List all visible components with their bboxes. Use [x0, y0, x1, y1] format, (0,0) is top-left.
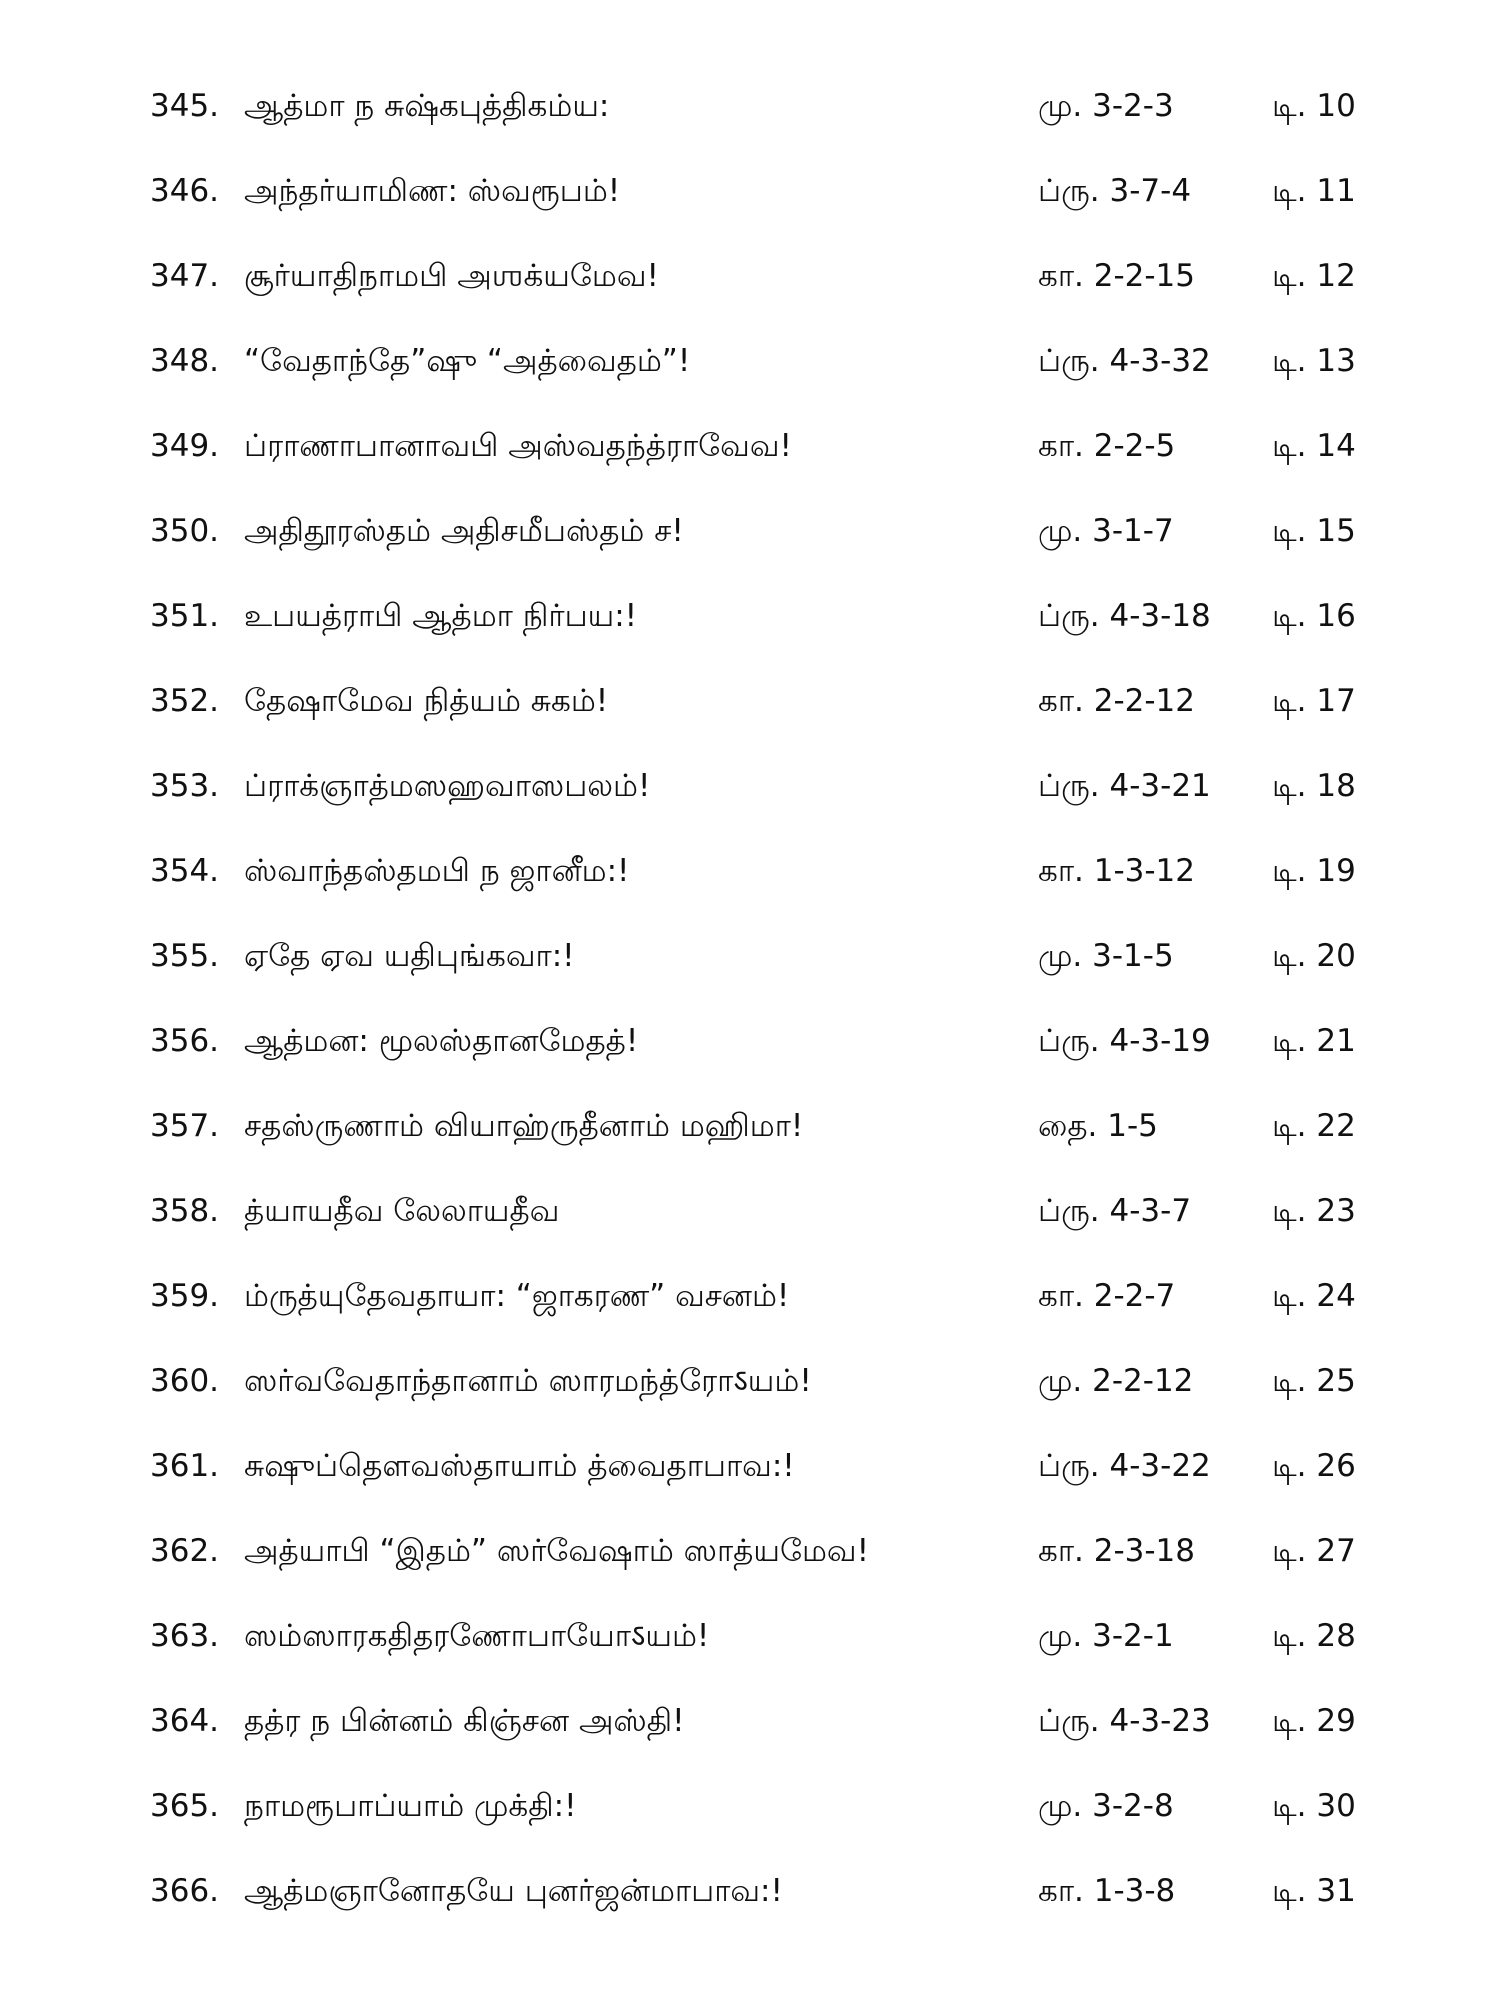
entry-page: டி. 31 [1272, 1873, 1356, 1909]
entry-reference: மு. 3-2-8 [1038, 1788, 1174, 1824]
entry-reference: ப்ரு. 4-3-19 [1038, 1023, 1211, 1059]
entry-reference: ப்ரு. 4-3-21 [1038, 768, 1211, 804]
entry-number: 364. [150, 1703, 220, 1739]
entry-number: 361. [150, 1448, 220, 1484]
entry-title: ஆத்மன: மூலஸ்தானமேதத்! [244, 1023, 639, 1059]
entry-title: அத்யாபி “இதம்” ஸர்வேஷாம் ஸாத்யமேவ! [244, 1533, 869, 1569]
entry-number: 345. [150, 88, 220, 124]
entry-page: டி. 14 [1272, 428, 1356, 464]
entry-reference: ப்ரு. 4-3-18 [1038, 598, 1211, 634]
entry-page: டி. 15 [1272, 513, 1356, 549]
entry-number: 360. [150, 1363, 220, 1399]
entry-page: டி. 13 [1272, 343, 1356, 379]
entry-title: ஆத்மஞானோதயே புனர்ஜன்மாபாவ:! [244, 1873, 783, 1909]
entry-number: 359. [150, 1278, 220, 1314]
entry-page: டி. 18 [1272, 768, 1356, 804]
entry-reference: மு. 3-1-7 [1038, 513, 1174, 549]
entry-reference: தை. 1-5 [1038, 1108, 1158, 1144]
toc-entry [150, 675, 1390, 760]
entry-number: 356. [150, 1023, 220, 1059]
toc-entry [150, 845, 1390, 930]
entry-title: சதஸ்ருணாம் வியாஹ்ருதீனாம் மஹிமா! [244, 1108, 804, 1144]
entry-page: டி. 11 [1272, 173, 1356, 209]
toc-entry [150, 590, 1390, 675]
toc-entry [150, 930, 1390, 1015]
entry-page: டி. 29 [1272, 1703, 1356, 1739]
entry-number: 363. [150, 1618, 220, 1654]
entry-page: டி. 21 [1272, 1023, 1356, 1059]
entry-page: டி. 22 [1272, 1108, 1356, 1144]
entry-number: 348. [150, 343, 220, 379]
entry-reference: கா. 2-2-15 [1038, 258, 1195, 294]
entry-title: ஸ்வாந்தஸ்தமபி ந ஜானீம:! [244, 853, 630, 889]
entry-page: டி. 16 [1272, 598, 1356, 634]
entry-page: டி. 17 [1272, 683, 1356, 719]
entry-page: டி. 25 [1272, 1363, 1356, 1399]
toc-entry [150, 1185, 1390, 1270]
entry-page: டி. 26 [1272, 1448, 1356, 1484]
entry-title: அதிதூரஸ்தம் அதிசமீபஸ்தம் ச! [244, 513, 684, 549]
toc-entry [150, 335, 1390, 420]
entry-title: ம்ருத்யுதேவதாயா: “ஜாகரண” வசனம்! [244, 1278, 790, 1314]
toc-entry [150, 420, 1390, 505]
entry-number: 351. [150, 598, 220, 634]
toc-entry [150, 1525, 1390, 1610]
entry-reference: கா. 2-2-5 [1038, 428, 1176, 464]
toc-entry [150, 1015, 1390, 1100]
entry-page: டி. 30 [1272, 1788, 1356, 1824]
entry-number: 346. [150, 173, 220, 209]
entry-number: 350. [150, 513, 220, 549]
toc-entry [150, 80, 1390, 165]
entry-page: டி. 27 [1272, 1533, 1356, 1569]
entry-reference: மு. 3-1-5 [1038, 938, 1174, 974]
entry-title: அந்தர்யாமிண: ஸ்வரூபம்! [244, 173, 621, 209]
entry-number: 347. [150, 258, 220, 294]
entry-reference: கா. 1-3-8 [1038, 1873, 1176, 1909]
entry-page: டி. 19 [1272, 853, 1356, 889]
entry-title: நாமரூபாப்யாம் முக்தி:! [244, 1788, 577, 1824]
entry-reference: ப்ரு. 3-7-4 [1038, 173, 1192, 209]
entry-number: 366. [150, 1873, 220, 1909]
entry-number: 349. [150, 428, 220, 464]
entry-reference: கா. 2-2-12 [1038, 683, 1195, 719]
entry-page: டி. 23 [1272, 1193, 1356, 1229]
entry-number: 362. [150, 1533, 220, 1569]
entry-title: ஸம்ஸாரகதிதரணோபாயோऽயம்! [244, 1618, 710, 1654]
entry-number: 352. [150, 683, 220, 719]
toc-entry [150, 1610, 1390, 1695]
entry-title: “வேதாந்தே”ஷு “அத்வைதம்”! [244, 343, 691, 379]
entry-title: சூர்யாதிநாமபி அஶக்யமேவ! [244, 258, 659, 294]
toc-entry [150, 505, 1390, 590]
toc-entry [150, 1440, 1390, 1525]
entry-title: த்யாயதீவ லேலாயதீவ [244, 1193, 560, 1229]
entry-number: 357. [150, 1108, 220, 1144]
entry-title: தேஷாமேவ நித்யம் சுகம்! [244, 683, 609, 719]
entry-reference: மு. 3-2-1 [1038, 1618, 1174, 1654]
toc-entry [150, 165, 1390, 250]
table-of-contents [150, 80, 1390, 1950]
entry-number: 365. [150, 1788, 220, 1824]
entry-reference: ப்ரு. 4-3-32 [1038, 343, 1211, 379]
entry-page: டி. 24 [1272, 1278, 1356, 1314]
entry-title: ஆத்மா ந சுஷ்கபுத்திகம்ய: [244, 88, 610, 124]
entry-reference: கா. 1-3-12 [1038, 853, 1195, 889]
entry-title: ப்ராக்ஞாத்மஸஹவாஸபலம்! [244, 768, 651, 804]
entry-title: ஸர்வவேதாந்தானாம் ஸாரமந்த்ரோऽயம்! [244, 1363, 812, 1399]
entry-number: 354. [150, 853, 220, 889]
toc-entry [150, 760, 1390, 845]
toc-entry [150, 1355, 1390, 1440]
entry-reference: மு. 3-2-3 [1038, 88, 1174, 124]
entry-page: டி. 12 [1272, 258, 1356, 294]
toc-entry [150, 1695, 1390, 1780]
entry-title: ப்ராணாபானாவபி அஸ்வதந்த்ராவேவ! [244, 428, 792, 464]
entry-number: 358. [150, 1193, 220, 1229]
toc-entry [150, 1780, 1390, 1865]
entry-reference: கா. 2-3-18 [1038, 1533, 1195, 1569]
entry-page: டி. 28 [1272, 1618, 1356, 1654]
entry-page: டி. 20 [1272, 938, 1356, 974]
entry-title: உபயத்ராபி ஆத்மா நிர்பய:! [244, 598, 638, 634]
entry-reference: ப்ரு. 4-3-7 [1038, 1193, 1192, 1229]
entry-reference: ப்ரு. 4-3-22 [1038, 1448, 1211, 1484]
entry-reference: மு. 2-2-12 [1038, 1363, 1194, 1399]
entry-number: 355. [150, 938, 220, 974]
entry-number: 353. [150, 768, 220, 804]
toc-entry [150, 1270, 1390, 1355]
entry-reference: கா. 2-2-7 [1038, 1278, 1176, 1314]
entry-title: தத்ர ந பின்னம் கிஞ்சன அஸ்தி! [244, 1703, 685, 1739]
entry-title: சுஷுப்தௌவஸ்தாயாம் த்வைதாபாவ:! [244, 1448, 795, 1484]
toc-entry [150, 250, 1390, 335]
entry-page: டி. 10 [1272, 88, 1356, 124]
entry-title: ஏதே ஏவ யதிபுங்கவா:! [244, 938, 575, 974]
toc-entry [150, 1865, 1390, 1950]
entry-reference: ப்ரு. 4-3-23 [1038, 1703, 1211, 1739]
toc-entry [150, 1100, 1390, 1185]
